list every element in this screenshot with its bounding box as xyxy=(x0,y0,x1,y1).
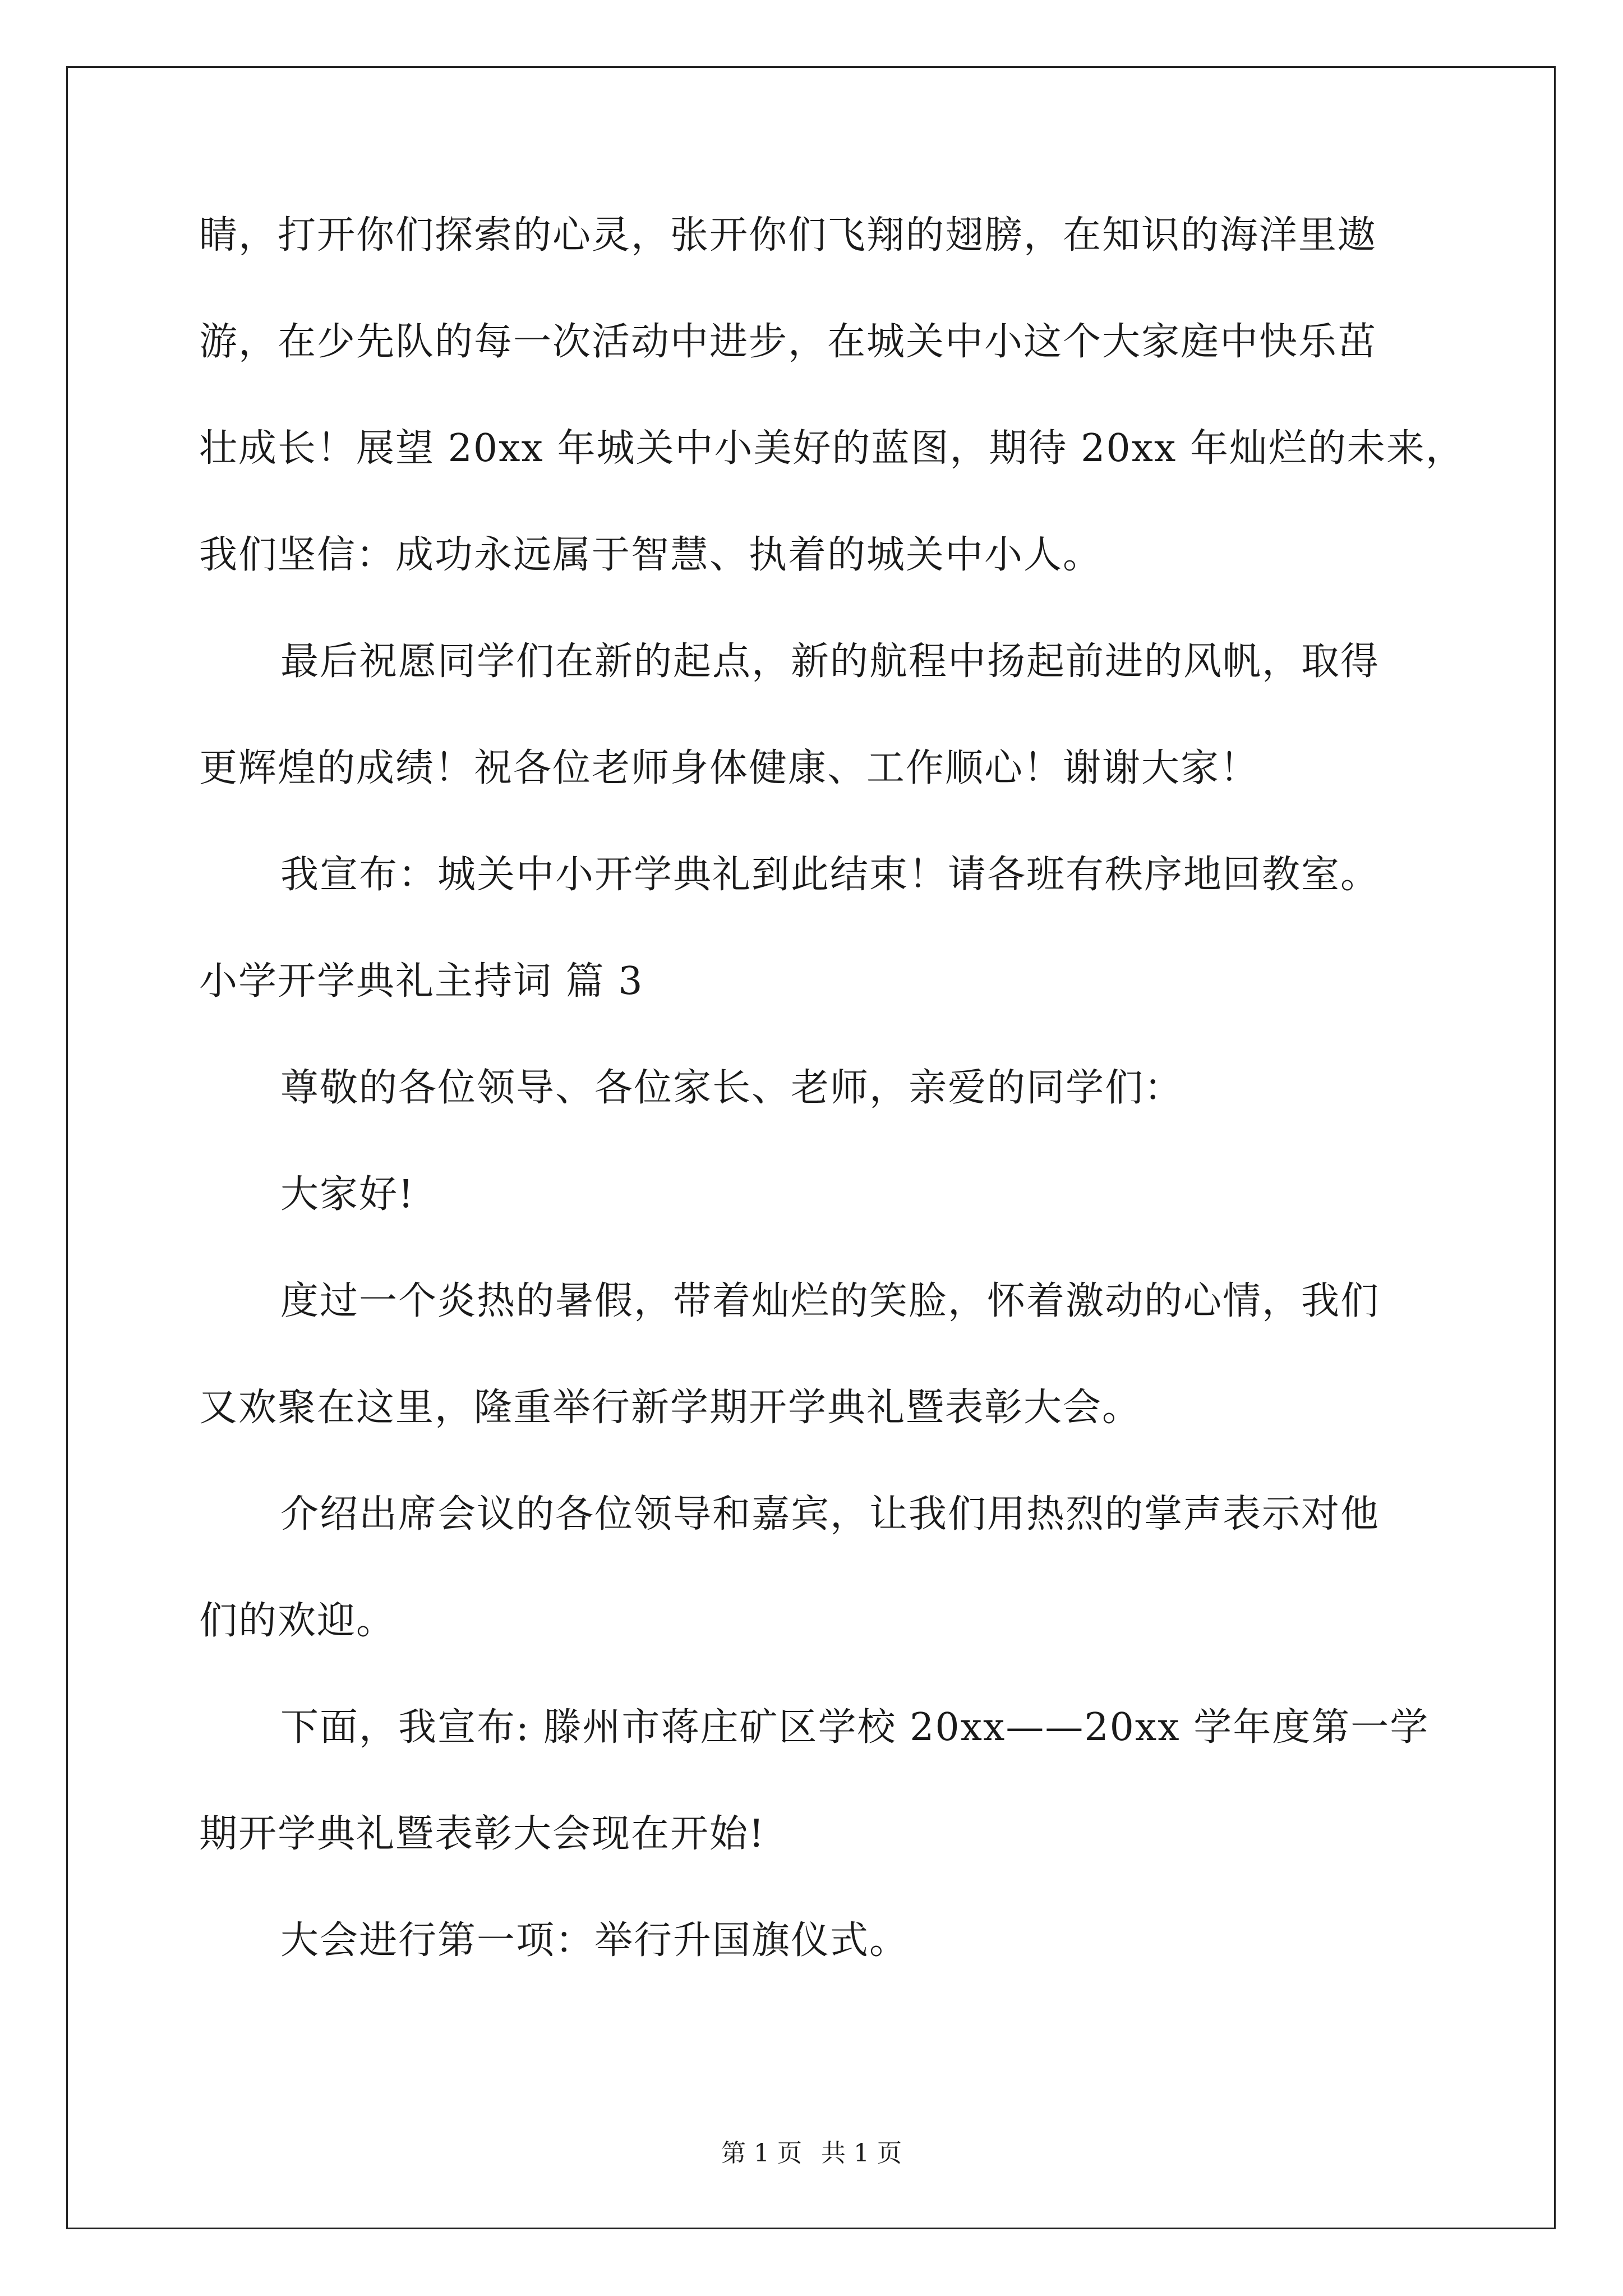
text-line: 们的欢迎。 xyxy=(199,1599,396,1643)
text-line: 更辉煌的成绩！祝各位老师身体健康、工作顺心！谢谢大家！ xyxy=(199,746,1260,790)
text-line: 最后祝愿同学们在新的起点，新的航程中扬起前进的风帆，取得 xyxy=(280,639,1380,684)
text-line: 大会进行第一项：举行升国旗仪式。 xyxy=(280,1918,909,1963)
page-number: 第 1 页 xyxy=(721,2139,802,2168)
text-line: 尊敬的各位领导、各位家长、老师，亲爱的同学们： xyxy=(280,1066,1184,1110)
text-line: 睛，打开你们探索的心灵，张开你们飞翔的翅膀，在知识的海洋里遨 xyxy=(199,213,1377,257)
text-line: 下面，我宣布: 滕州市蒋庄矿区学校 20xx——20xx 学年度第一学 xyxy=(280,1705,1430,1750)
text-line: 又欢聚在这里，隆重举行新学期开学典礼暨表彰大会。 xyxy=(199,1386,1142,1430)
text-line: 期开学典礼暨表彰大会现在开始! xyxy=(199,1812,766,1856)
text-line: 我们坚信：成功永远属于智慧、执着的城关中小人。 xyxy=(199,533,1103,577)
text-line: 壮成长！展望 20xx 年城关中小美好的蓝图，期待 20xx 年灿烂的未来， xyxy=(199,426,1465,471)
page-total: 共 1 页 xyxy=(821,2139,902,2168)
text-line: 介绍出席会议的各位领导和嘉宾，让我们用热烈的掌声表示对他 xyxy=(280,1492,1380,1536)
text-line: 游，在少先队的每一次活动中进步，在城关中小这个大家庭中快乐茁 xyxy=(199,320,1377,364)
text-line: 度过一个炎热的暑假，带着灿烂的笑脸，怀着激动的心情，我们 xyxy=(280,1279,1380,1323)
text-line: 我宣布：城关中小开学典礼到此结束！请各班有秩序地回教室。 xyxy=(280,853,1380,897)
section-heading: 小学开学典礼主持词 篇 3 xyxy=(199,959,644,1004)
page-footer xyxy=(0,2138,1623,2169)
page-border xyxy=(66,66,1556,2229)
text-line: 大家好! xyxy=(280,1172,415,1217)
